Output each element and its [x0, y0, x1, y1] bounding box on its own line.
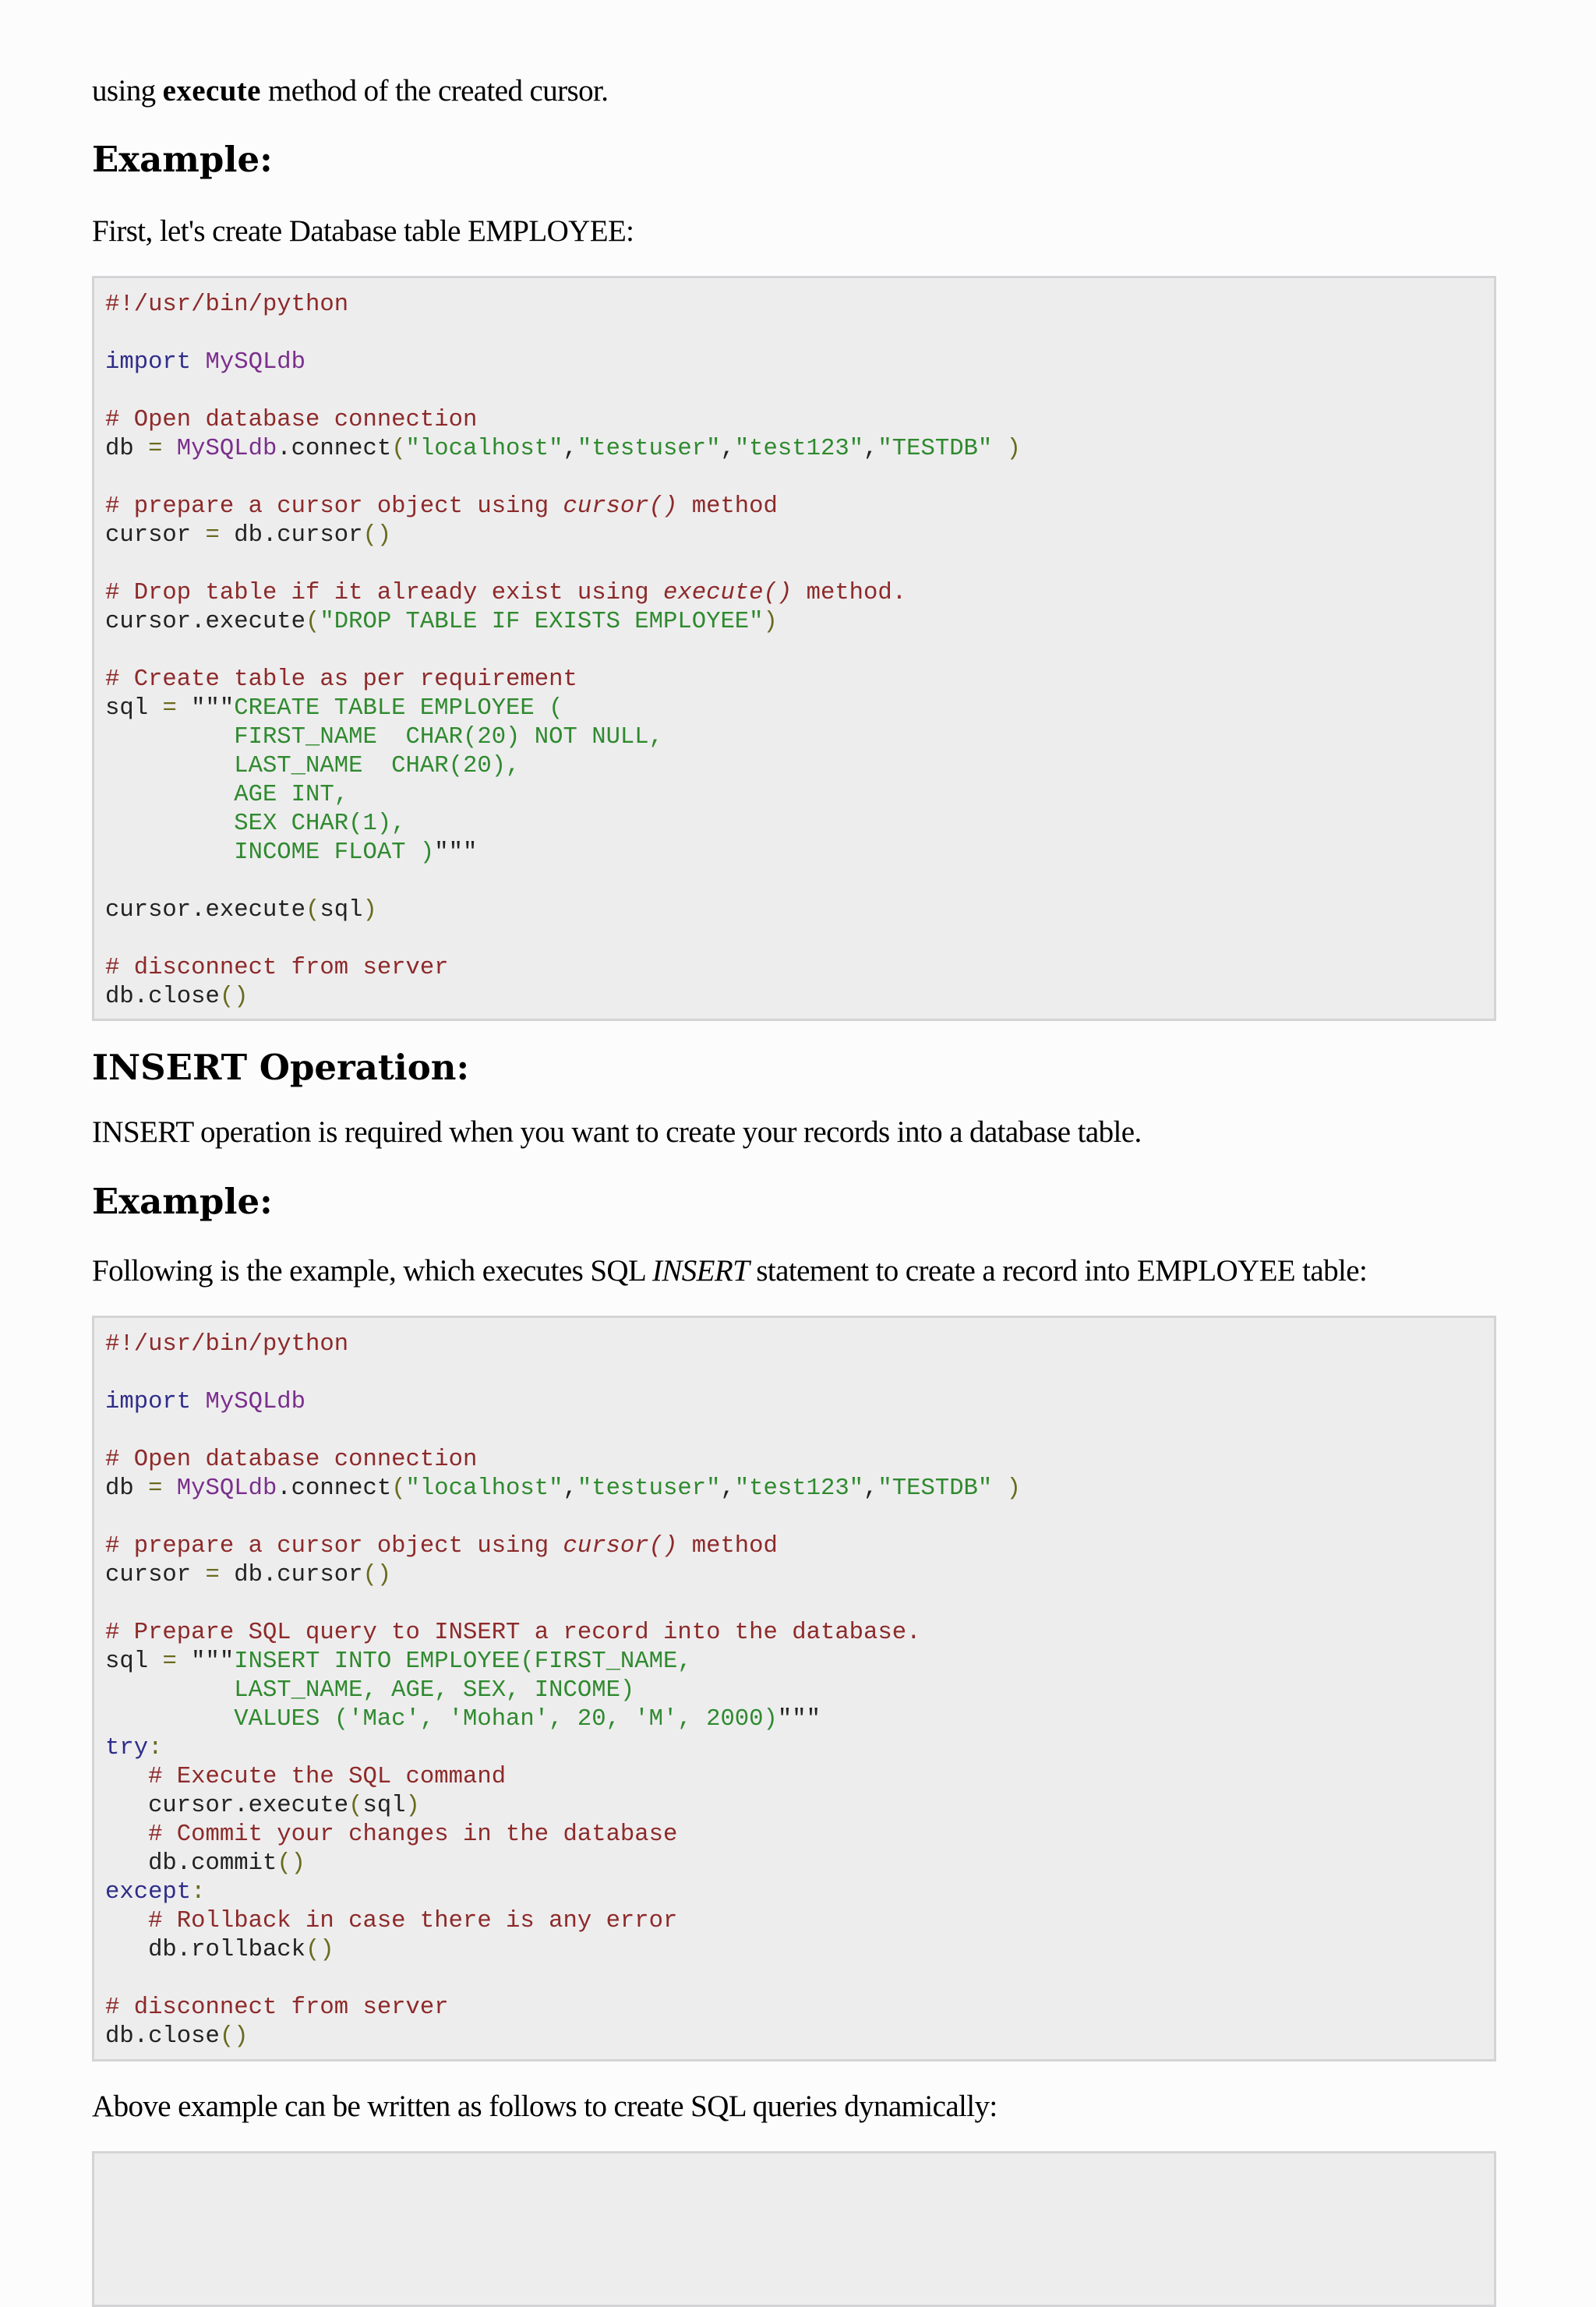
code-comment-text: # prepare a cursor object using: [105, 493, 563, 520]
code-operator: =: [148, 1475, 163, 1502]
code-text: sql: [105, 695, 163, 722]
code-text: ,: [563, 1475, 577, 1502]
code-comment: # disconnect from server: [105, 1994, 449, 2021]
code-text: db.cursor: [219, 1562, 363, 1588]
code-string: "localhost": [405, 1475, 563, 1502]
code-operator: (): [219, 984, 249, 1010]
code-string: FIRST_NAME CHAR(20) NOT NULL,: [234, 724, 664, 751]
code-operator: :: [148, 1735, 163, 1761]
code-comment: # disconnect from server: [105, 955, 449, 981]
intro-text-start: using: [92, 74, 163, 108]
code-string: "DROP TABLE IF EXISTS EMPLOYEE": [320, 609, 764, 635]
code-operator: =: [162, 695, 177, 722]
code-comment: # Prepare SQL query to INSERT a record into the database.: [105, 1620, 921, 1646]
insert-operation-description: INSERT operation is required when you want to create your records into a database table.: [92, 1115, 1142, 1149]
code-operator: ): [992, 1475, 1021, 1502]
code-string: INCOME FLOAT ): [234, 839, 435, 866]
code-text: sql: [320, 897, 363, 924]
code-text: ,: [720, 1475, 735, 1502]
code-operator: (: [305, 609, 320, 635]
code-text: cursor.execute: [105, 609, 306, 635]
lead-text: statement to create a record into EMPLOYEE table:: [749, 1254, 1368, 1288]
code-comment-italic: execute(): [663, 580, 793, 606]
code-text: db.cursor: [219, 522, 363, 549]
code-comment: # Create table as per requirement: [105, 666, 577, 693]
code-string: LAST_NAME CHAR(20),: [234, 753, 521, 779]
code-module: MySQLdb: [176, 1475, 277, 1502]
code-text: ,: [563, 436, 577, 462]
code-text: db: [105, 436, 149, 462]
code-string: CREATE TABLE EMPLOYEE (: [234, 695, 563, 722]
code-keyword: try: [105, 1735, 149, 1761]
insert-operation-heading: INSERT Operation:: [92, 1047, 470, 1088]
code-block-insert: [92, 1316, 1496, 2061]
code-text: sql: [105, 1648, 163, 1675]
code-keyword: import: [105, 349, 192, 376]
code-comment: [105, 580, 906, 606]
code-keyword: except: [105, 1879, 192, 1906]
code-comment-text: # Drop table if it already exist using: [105, 580, 664, 606]
code-comment-italic: cursor(): [563, 493, 678, 520]
code-module: MySQLdb: [205, 349, 306, 376]
lead-italic: INSERT: [651, 1254, 750, 1288]
example-2-lead: [92, 1252, 1367, 1291]
code-comment-text: method: [677, 493, 778, 520]
example-2-heading: Example:: [92, 1181, 273, 1222]
code-text: ,: [863, 1475, 878, 1502]
code-comment: # Commit your changes in the database: [148, 1821, 678, 1848]
code-text: sql: [362, 1793, 406, 1819]
code-operator: (): [219, 2023, 249, 2050]
code-block-create-table: [92, 276, 1496, 1021]
code-operator: (: [305, 897, 320, 924]
code-string: "TESTDB": [877, 436, 993, 462]
code-operator: ): [763, 609, 778, 635]
code-operator: =: [205, 1562, 220, 1588]
code-comment-italic: cursor(): [563, 1533, 678, 1560]
code-operator: =: [148, 436, 163, 462]
code-text: """: [176, 695, 235, 722]
code-operator: (: [348, 1793, 363, 1819]
code-operator: (): [277, 1850, 306, 1877]
code-operator: (): [362, 522, 392, 549]
code-operator: (: [391, 1475, 406, 1502]
code-text: ,: [863, 436, 878, 462]
code-module: MySQLdb: [205, 1389, 306, 1415]
code-text: """: [434, 839, 478, 866]
code-text: .connect: [277, 436, 392, 462]
example-1-heading: Example:: [92, 139, 273, 180]
code-text: .connect: [277, 1475, 392, 1502]
code-comment: # Rollback in case there is any error: [148, 1908, 678, 1934]
code-text: cursor.execute: [105, 897, 306, 924]
code-comment: # Open database connection: [105, 407, 478, 433]
code-block-dynamic-sql: [92, 2151, 1496, 2307]
code-string: LAST_NAME, AGE, SEX, INCOME): [234, 1677, 635, 1704]
code-text: cursor: [105, 522, 206, 549]
code-comment-text: # prepare a cursor object using: [105, 1533, 563, 1560]
code-operator: (): [362, 1562, 392, 1588]
code-string: INSERT INTO EMPLOYEE(FIRST_NAME,: [234, 1648, 692, 1675]
outro-paragraph: Above example can be written as follows to create SQL queries dynamically:: [92, 2090, 998, 2123]
code-comment: [105, 1533, 778, 1560]
code-string: SEX CHAR(1),: [234, 811, 406, 837]
code-text: cursor: [105, 1562, 206, 1588]
code-string: "localhost": [405, 436, 563, 462]
code-text: db.rollback: [148, 1937, 306, 1963]
intro-text-end: method of the created cursor.: [260, 74, 609, 108]
code-string: "TESTDB": [877, 1475, 993, 1502]
code-comment: # Execute the SQL command: [148, 1764, 507, 1790]
code-string: VALUES ('Mac', 'Mohan', 20, 'M', 2000): [234, 1706, 778, 1733]
example-1-lead: First, let's create Database table EMPLOYEE:: [92, 214, 634, 248]
code-text: ,: [720, 436, 735, 462]
code-comment: # Open database connection: [105, 1447, 478, 1473]
code-text: """: [777, 1706, 821, 1733]
code-comment-text: method.: [792, 580, 907, 606]
code-string: "test123": [734, 436, 864, 462]
code-operator: ): [405, 1793, 420, 1819]
code-string: "testuser": [577, 436, 721, 462]
code-line: #!/usr/bin/python: [105, 291, 349, 318]
code-text: """: [176, 1648, 235, 1675]
code-operator: ): [362, 897, 377, 924]
code-create-table: [105, 291, 1021, 1012]
code-string: AGE INT,: [234, 782, 349, 808]
code-operator: =: [205, 522, 220, 549]
code-operator: (): [305, 1937, 334, 1963]
code-operator: =: [162, 1648, 177, 1675]
code-string: "test123": [734, 1475, 864, 1502]
code-comment: [105, 493, 778, 520]
code-text: db: [105, 1475, 149, 1502]
code-keyword: import: [105, 1389, 192, 1415]
code-operator: (: [391, 436, 406, 462]
code-module: MySQLdb: [176, 436, 277, 462]
code-operator: ): [992, 436, 1021, 462]
code-string: "testuser": [577, 1475, 721, 1502]
code-text: cursor.execute: [148, 1793, 349, 1819]
code-insert: [105, 1330, 1021, 2051]
code-text: db.close: [105, 984, 220, 1010]
code-line: #!/usr/bin/python: [105, 1331, 349, 1358]
code-operator: :: [191, 1879, 206, 1906]
code-comment-text: method: [677, 1533, 778, 1560]
intro-bold-execute: execute: [162, 74, 261, 108]
intro-paragraph: [92, 72, 608, 111]
code-text: db.commit: [148, 1850, 277, 1877]
lead-text: Following is the example, which executes SQL: [92, 1254, 652, 1288]
code-text: db.close: [105, 2023, 220, 2050]
